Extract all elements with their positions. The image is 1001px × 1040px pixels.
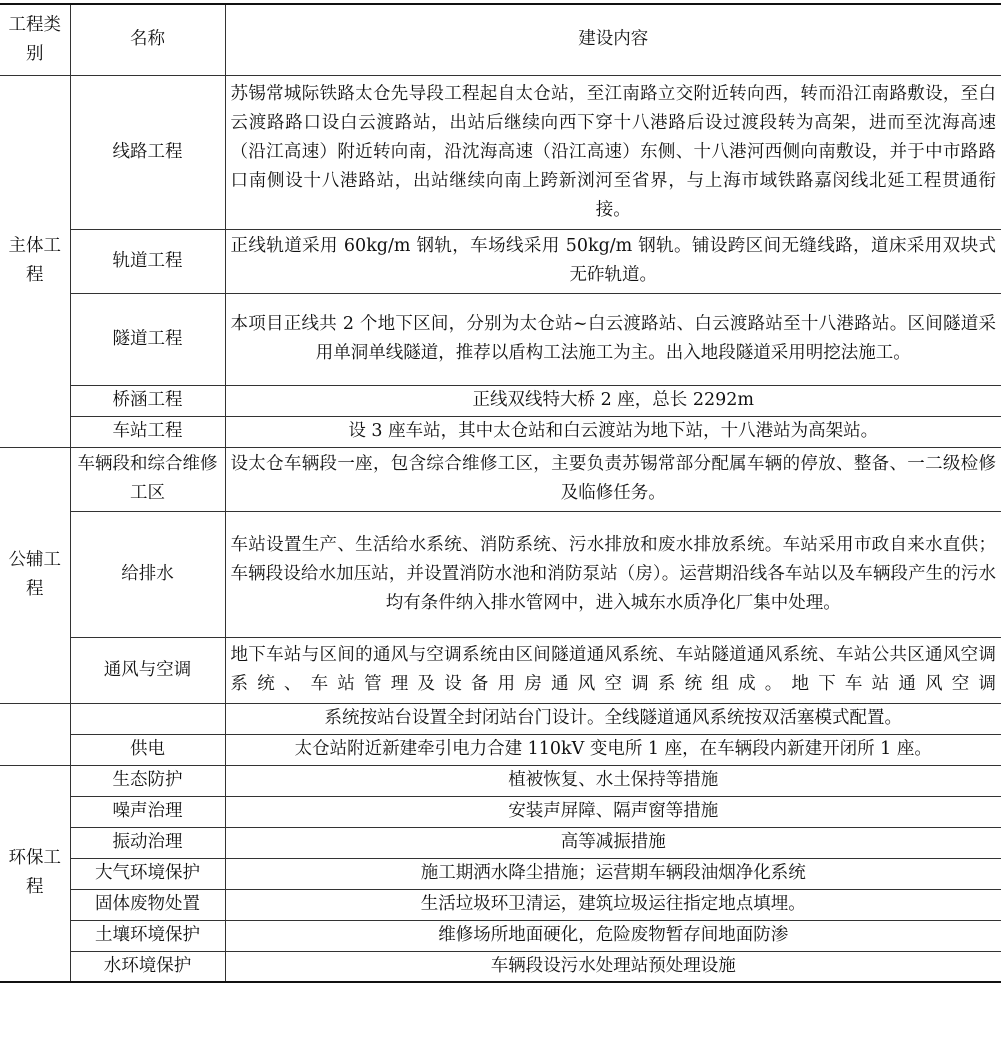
row-content: 系统按站台设置全封闭站台门设计。全线隧道通风系统按双活塞模式配置。	[225, 703, 1001, 734]
row-name: 噪声治理	[70, 796, 225, 827]
table-row	[0, 511, 1001, 637]
header-content: 建设内容	[225, 4, 1001, 75]
row-content: 施工期洒水降尘措施；运营期车辆段油烟净化系统	[225, 858, 1001, 889]
row-name: 线路工程	[70, 75, 225, 229]
row-name	[70, 703, 225, 734]
table-row	[0, 920, 1001, 951]
row-name: 通风与空调	[70, 637, 225, 703]
row-name: 水环境保护	[70, 951, 225, 982]
category-env: 环保工程	[0, 765, 70, 982]
table-row	[0, 385, 1001, 416]
row-content: 正线轨道采用 60kg/m 钢轨，车场线采用 50kg/m 钢轨。铺设跨区间无缝线路，道床采用双块式无砟轨道。	[225, 229, 1001, 293]
row-content: 高等减振措施	[225, 827, 1001, 858]
table-row	[0, 293, 1001, 385]
table-row	[0, 858, 1001, 889]
row-name: 轨道工程	[70, 229, 225, 293]
table-row	[0, 734, 1001, 765]
row-name: 大气环境保护	[70, 858, 225, 889]
row-name: 车辆段和综合维修工区	[70, 447, 225, 511]
row-content: 设 3 座车站，其中太仓站和白云渡站为地下站，十八港站为高架站。	[225, 416, 1001, 447]
row-content: 车辆段设污水处理站预处理设施	[225, 951, 1001, 982]
row-content: 安装声屏障、隔声窗等措施	[225, 796, 1001, 827]
row-content: 车站设置生产、生活给水系统、消防系统、污水排放和废水排放系统。车站采用市政自来水直供；车辆段设给水加压站，并设置消防水池和消防泵站（房）。运营期沿线各车站以及车辆段产生的污水均有条件纳入排水管网中，进入城东水质净化厂集中处理。	[225, 511, 1001, 637]
row-content: 苏锡常城际铁路太仓先导段工程起自太仓站，至江南路立交附近转向西，转而沿江南路敷设，至白云渡路路口设白云渡路站，出站后继续向西下穿十八港路后设过渡段转为高架，进而至沈海高速（沿江高速）附近转向南，沿沈海高速（沿江高速）东侧、十八港河西侧向南敷设，并于中市路路口南侧设十八港路站，出站继续向南上跨新浏河至省界，与上海市域铁路嘉闵线北延工程贯通衔接。	[225, 75, 1001, 229]
category-aux-continued	[0, 703, 70, 765]
table-row	[0, 889, 1001, 920]
row-name: 土壤环境保护	[70, 920, 225, 951]
table-row	[0, 75, 1001, 229]
row-name: 振动治理	[70, 827, 225, 858]
table-row	[0, 951, 1001, 982]
category-main: 主体工程	[0, 75, 70, 447]
table-row	[0, 827, 1001, 858]
row-content: 生活垃圾环卫清运，建筑垃圾运往指定地点填埋。	[225, 889, 1001, 920]
table-row	[0, 229, 1001, 293]
table-row	[0, 765, 1001, 796]
row-name: 隧道工程	[70, 293, 225, 385]
row-name: 生态防护	[70, 765, 225, 796]
row-content: 植被恢复、水土保持等措施	[225, 765, 1001, 796]
header-name: 名称	[70, 4, 225, 75]
table-header-row	[0, 4, 1001, 75]
row-name: 供电	[70, 734, 225, 765]
table-row	[0, 796, 1001, 827]
row-name: 桥涵工程	[70, 385, 225, 416]
row-content: 维修场所地面硬化，危险废物暂存间地面防渗	[225, 920, 1001, 951]
row-name: 给排水	[70, 511, 225, 637]
row-name: 车站工程	[70, 416, 225, 447]
row-content: 本项目正线共 2 个地下区间，分别为太仓站~白云渡路站、白云渡路站至十八港路站。区间隧道采用单洞单线隧道，推荐以盾构工法施工为主。出入地段隧道采用明挖法施工。	[225, 293, 1001, 385]
row-content: 太仓站附近新建牵引电力合建 110kV 变电所 1 座，在车辆段内新建开闭所 1 座。	[225, 734, 1001, 765]
row-name: 固体废物处置	[70, 889, 225, 920]
category-aux: 公辅工程	[0, 447, 70, 703]
table-row	[0, 703, 1001, 734]
project-table	[0, 3, 1001, 983]
row-content: 地下车站与区间的通风与空调系统由区间隧道通风系统、车站隧道通风系统、车站公共区通风空调系统、车站管理及设备用房通风空调系统组成。地下车站通风空调	[225, 637, 1001, 703]
table-row	[0, 637, 1001, 703]
header-category: 工程类别	[0, 4, 70, 75]
table-row	[0, 447, 1001, 511]
table-row	[0, 416, 1001, 447]
row-content: 正线双线特大桥 2 座，总长 2292m	[225, 385, 1001, 416]
row-content: 设太仓车辆段一座，包含综合维修工区，主要负责苏锡常部分配属车辆的停放、整备、一二级检修及临修任务。	[225, 447, 1001, 511]
